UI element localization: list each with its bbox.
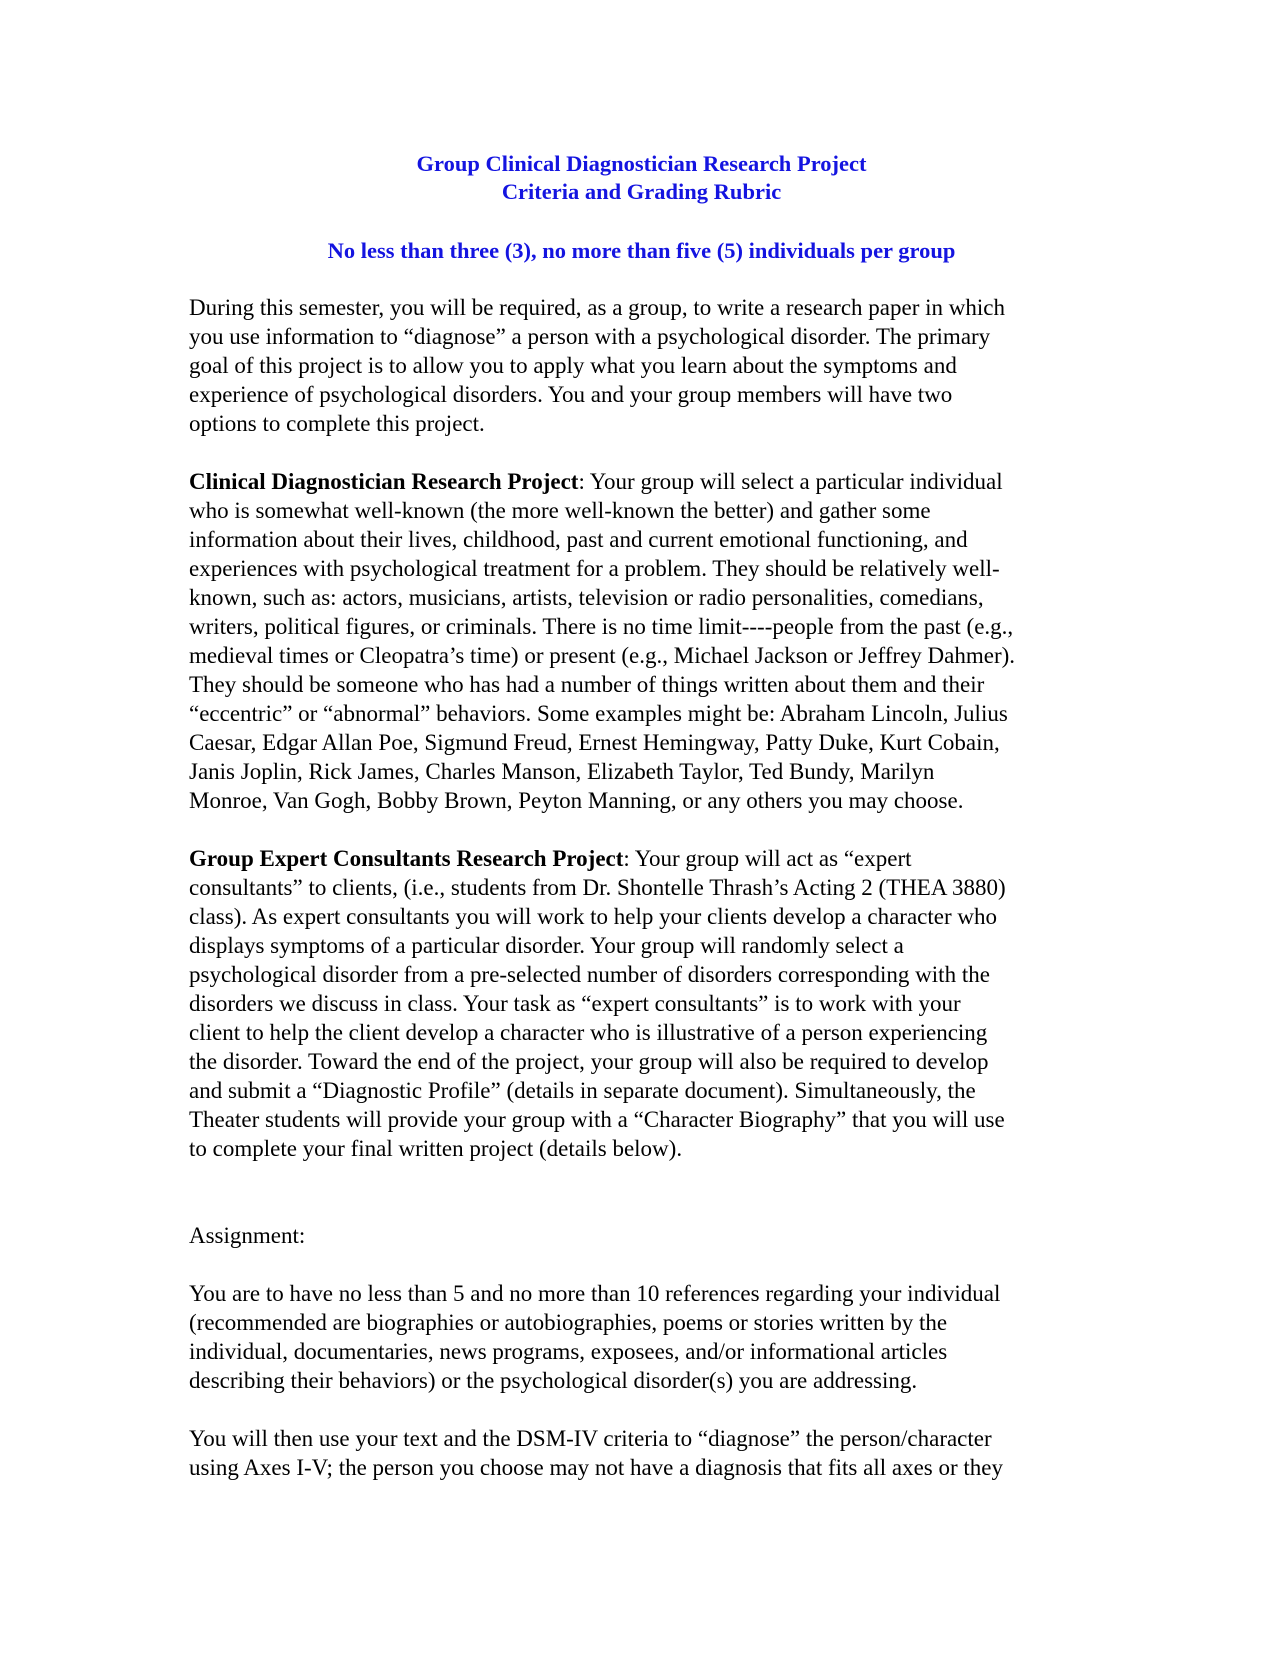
text-line: You are to have no less than 5 and no more than 10 references regarding your individual (189, 1281, 1001, 1306)
text-line: Assignment: (189, 1223, 306, 1248)
text-line: options to complete this project. (189, 411, 485, 436)
text-line: consultants” to clients, (i.e., students from Dr. Shontelle Thrash’s Acting 2 (THEA 3880) (189, 875, 1006, 900)
text-line: Theater students will provide your group with a “Character Biography” that you will use (189, 1107, 1005, 1132)
text-line: to complete your final written project (details below). (189, 1136, 683, 1161)
text-line: They should be someone who has had a number of things written about them and their (189, 672, 985, 697)
text-line: and submit a “Diagnostic Profile” (details in separate document). Simultaneously, the (189, 1078, 976, 1103)
clinical-project-paragraph (189, 467, 1094, 815)
text-line: experiences with psychological treatment for a problem. They should be relatively well- (189, 556, 1000, 581)
text-line: Janis Joplin, Rick James, Charles Manson, Elizabeth Taylor, Ted Bundy, Marilyn (189, 759, 935, 784)
title-line-2: Criteria and Grading Rubric (501, 179, 782, 204)
text-line: experience of psychological disorders. You and your group members will have two (189, 382, 953, 407)
text-line: “eccentric” or “abnormal” behaviors. Some examples might be: Abraham Lincoln, Julius (189, 701, 1008, 726)
text-line: describing their behaviors) or the psychological disorder(s) you are addressing. (189, 1368, 918, 1393)
text-line: medieval times or Cleopatra’s time) or present (e.g., Michael Jackson or Jeffrey Dahmer). (189, 643, 1016, 668)
clinical-first-line-rest: : Your group will select a particular individual (578, 469, 1003, 494)
clinical-project-heading: Clinical Diagnostician Research Project (189, 469, 579, 494)
title-line-1: Group Clinical Diagnostician Research Project (416, 151, 867, 176)
text-line (189, 844, 1094, 873)
expert-project-paragraph (189, 844, 1094, 1163)
document-title (189, 150, 1094, 206)
text-line: psychological disorder from a pre-selected number of disorders corresponding with the (189, 962, 990, 987)
text-line: who is somewhat well-known (the more well-known the better) and gather some (189, 498, 931, 523)
text-line: Caesar, Edgar Allan Poe, Sigmund Freud, Ernest Hemingway, Patty Duke, Kurt Cobain, (189, 730, 1000, 755)
document-page (189, 150, 1094, 1482)
text-line: information about their lives, childhood, past and current emotional functioning, and (189, 527, 968, 552)
assignment-diagnosis-paragraph (189, 1424, 1094, 1482)
text-line: known, such as: actors, musicians, artists, television or radio personalities, comedians, (189, 585, 984, 610)
text-line: disorders we discuss in class. Your task as “expert consultants” is to work with your (189, 991, 961, 1016)
assignment-references-paragraph (189, 1279, 1094, 1395)
expert-first-line-rest: : Your group will act as “expert (623, 846, 912, 871)
text-line: During this semester, you will be required, as a group, to write a research paper in which (189, 295, 1005, 320)
text-line: class). As expert consultants you will work to help your clients develop a character who (189, 904, 997, 929)
text-line: You will then use your text and the DSM-IV criteria to “diagnose” the person/character (189, 1426, 992, 1451)
assignment-heading (189, 1221, 1094, 1250)
text-line: you use information to “diagnose” a person with a psychological disorder. The primary (189, 324, 991, 349)
text-line: (recommended are biographies or autobiographies, poems or stories written by the (189, 1310, 948, 1335)
text-line: individual, documentaries, news programs, exposees, and/or informational articles (189, 1339, 948, 1364)
intro-paragraph (189, 293, 1094, 438)
expert-project-heading: Group Expert Consultants Research Project (189, 846, 624, 871)
text-line: displays symptoms of a particular disorder. Your group will randomly select a (189, 933, 904, 958)
text-line: goal of this project is to allow you to apply what you learn about the symptoms and (189, 353, 957, 378)
text-line: Monroe, Van Gogh, Bobby Brown, Peyton Manning, or any others you may choose. (189, 788, 964, 813)
text-line: writers, political figures, or criminals. There is no time limit----people from the past (e.g., (189, 614, 1014, 639)
group-size-subtitle: No less than three (3), no more than five (5) individuals per group (327, 238, 956, 263)
text-line: the disorder. Toward the end of the project, your group will also be required to develop (189, 1049, 989, 1074)
text-line: using Axes I-V; the person you choose may not have a diagnosis that fits all axes or they (189, 1455, 1003, 1480)
text-line: client to help the client develop a character who is illustrative of a person experiencing (189, 1020, 988, 1045)
text-line (189, 467, 1094, 496)
